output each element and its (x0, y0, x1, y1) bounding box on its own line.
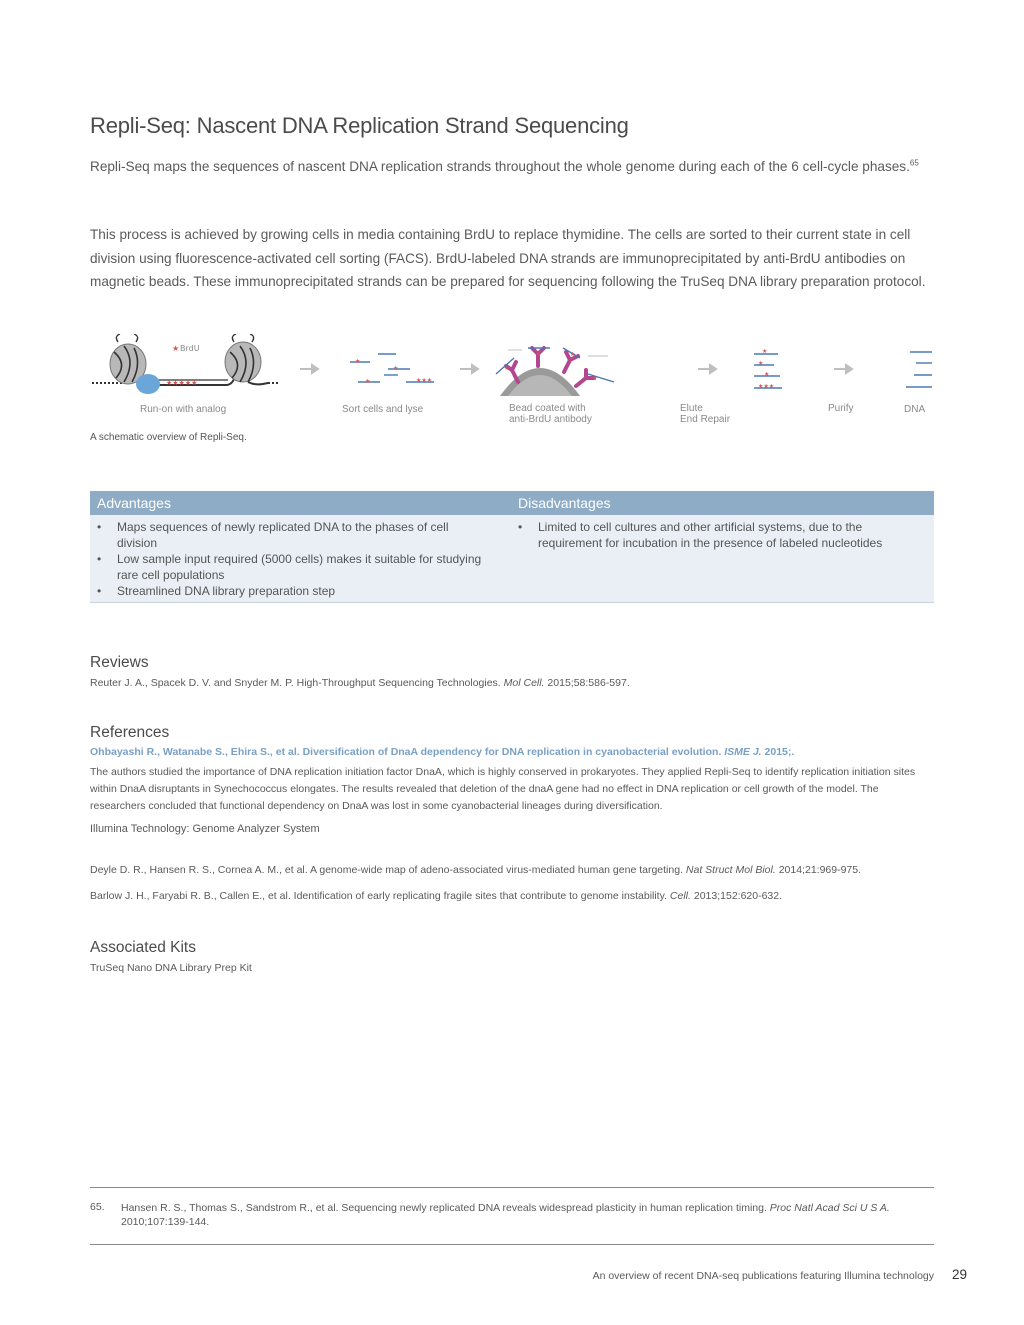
page-title: Repli-Seq: Nascent DNA Replication Strand Sequencing (90, 113, 629, 138)
svg-text:★: ★ (762, 348, 768, 355)
brdu-star-icon: ★ (172, 344, 180, 353)
technology-line: Illumina Technology: Genome Analyzer System (90, 823, 320, 835)
footnote-divider-bottom (90, 1244, 934, 1245)
svg-text:★: ★ (393, 365, 399, 372)
page-number: 29 (952, 1267, 968, 1282)
footnote-text (121, 1201, 933, 1229)
footnote-journal: Proc Natl Acad Sci U S A. (769, 1202, 890, 1214)
intro-citation: 65 (909, 158, 919, 168)
svg-text:★: ★ (592, 375, 598, 382)
featured-reference[interactable] (90, 746, 794, 758)
list-item: • Low sample input required (5000 cells) makes it suitable for studying rare cell populations (90, 551, 485, 583)
step-bead-line1: Bead coated with (509, 403, 586, 414)
disadvantages-list (511, 519, 916, 551)
reference-item (90, 862, 934, 879)
dna-strands-illustration (906, 352, 932, 387)
footnote-details: 2010;107:139-144. (121, 1216, 210, 1228)
step-dna-label: DNA (904, 404, 926, 415)
step-bead-line2: anti-BrdU antibody (509, 414, 592, 425)
svg-text:★: ★ (355, 358, 361, 365)
reference-journal: Nat Struct Mol Biol. (685, 864, 776, 876)
arrow-icon (698, 365, 716, 373)
arrow-icon (300, 365, 318, 373)
reference-details: 2013;152:620-632. (693, 890, 783, 902)
featured-reference-title[interactable]: Ohbayashi R., Watanabe S., Ehira S., et al. Diversification of DnaA dependency for DNA replication in cyanobacterial evolution. (90, 746, 722, 758)
figure-caption: A schematic overview of Repli-Seq. (90, 432, 247, 443)
reference-text: Deyle D. R., Hansen R. S., Cornea A. M., et al. A genome-wide map of adeno-associated virus-mediated human gene targeting. (90, 864, 683, 876)
review-details: 2015;58:586-597. (547, 677, 630, 689)
footnote-number: 65. (90, 1201, 105, 1213)
table-header (90, 491, 934, 515)
svg-text:★★★: ★★★ (416, 377, 433, 384)
step-sort-label: Sort cells and lyse (342, 404, 424, 415)
review-citation (90, 675, 934, 692)
brdu-label: BrdU (180, 344, 200, 353)
pros-cons-table (90, 491, 934, 603)
step-bead-label (509, 403, 592, 425)
step-elute-line2: End Repair (680, 414, 731, 425)
disadvantages-header: Disadvantages (518, 495, 611, 511)
svg-text:★★★★★: ★★★★★ (166, 379, 198, 387)
footer-text: An overview of recent DNA-seq publications featuring Illumina technology (592, 1270, 934, 1282)
svg-text:★: ★ (504, 365, 510, 372)
review-journal: Mol Cell. (503, 677, 545, 689)
svg-text:★: ★ (570, 351, 576, 358)
reviews-heading: Reviews (90, 654, 149, 671)
intro-paragraph (90, 155, 932, 179)
svg-text:★★★: ★★★ (758, 383, 775, 390)
step-elute-line1: Elute (680, 403, 703, 414)
advantages-header: Advantages (97, 495, 171, 511)
kits-heading: Associated Kits (90, 939, 196, 956)
featured-reference-journal[interactable]: ISME J. (724, 746, 762, 758)
featured-reference-details[interactable]: 2015;. (764, 746, 795, 758)
polymerase-icon (136, 374, 160, 394)
process-paragraph: This process is achieved by growing cells in media containing BrdU to replace thymidine. The cells are sorted to their current state in cell division using fluorescence-activated cell sorting (FACS). BrdU-labeled DNA strands are immunoprecipitated by anti-BrdU antibodies on magnetic beads. These immunoprecipitated strands can be prepared for sequencing following the TruSeq DNA library preparation protocol. (90, 227, 926, 289)
arrow-icon (834, 365, 852, 373)
review-authors: Reuter J. A., Spacek D. V. and Snyder M. P. High-Throughput Sequencing Technologies. (90, 677, 501, 689)
reference-text: Barlow J. H., Faryabi R. B., Callen E., et al. Identification of early replicating fragile sites that contribute to genome instability. (90, 890, 667, 902)
svg-text:★: ★ (365, 378, 371, 385)
svg-text:★: ★ (536, 351, 542, 358)
step-run-on-label: Run-on with analog (140, 404, 227, 415)
references-heading: References (90, 724, 170, 741)
footnote-divider-top (90, 1187, 934, 1188)
reference-summary: The authors studied the importance of DNA replication initiation factor DnaA, which is highly conserved in prokaryotes. They applied Repli-Seq to identify replication initiation sites within DnaA disruptants in Synechococcus elongates. The results revealed that deletion of the dnaA gene had no effect in DNA replication or cell growth of the model. The researchers concluded that functional dependency on DnaA was lost in some cyanobacterial lineages during diversification. (90, 766, 916, 812)
reference-item (90, 888, 934, 905)
advantages-list (90, 519, 485, 599)
kit-item: TruSeq Nano DNA Library Prep Kit (90, 962, 252, 974)
reference-details: 2014;21:969-975. (778, 864, 862, 876)
svg-text:★: ★ (764, 371, 770, 378)
svg-text:★: ★ (758, 360, 764, 367)
list-item: • Limited to cell cultures and other artificial systems, due to the requirement for incubation in the presence of labeled nucleotides (511, 519, 916, 551)
run-on-illustration (92, 334, 278, 394)
step-elute-label (680, 403, 730, 425)
footnote-citation: Hansen R. S., Thomas S., Sandstrom R., et al. Sequencing newly replicated DNA reveals widespread plasticity in human replication timing. (121, 1202, 767, 1214)
step-purify-label: Purify (828, 403, 854, 414)
reference-journal: Cell. (669, 890, 691, 902)
arrow-icon (460, 365, 478, 373)
list-item: • Streamlined DNA library preparation step (90, 583, 485, 599)
intro-text: Repli-Seq maps the sequences of nascent DNA replication strands throughout the whole genome during each of the 6 cell-cycle phases. (90, 159, 910, 174)
list-item: • Maps sequences of newly replicated DNA to the phases of cell division (90, 519, 485, 551)
bead-illustration (496, 348, 614, 396)
